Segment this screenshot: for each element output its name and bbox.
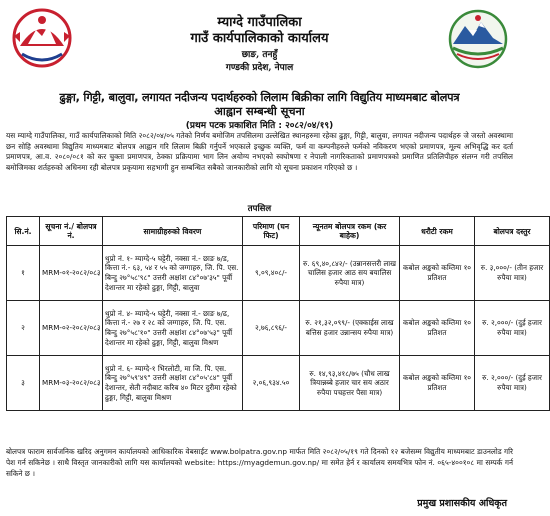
header-minimum-bid: न्यूनतम बोलपत्र रकम (कर बाहेक)	[300, 217, 400, 246]
municipality-logo-icon	[443, 8, 513, 70]
cell-sn: १	[7, 246, 40, 301]
publication-date: (प्रथम पटक प्रकाशित मिति : २०८२/०४/१९)	[185, 121, 334, 131]
table-row	[7, 356, 550, 411]
notice-title: ढुङ्गा, गिट्टी, बालुवा, लगायत नदीजन्य पदार्थहरुको लिलाम बिक्रीका लागि विद्युतिय माध्यमबाट बोलपत्र	[59, 91, 460, 104]
cell-minimum-bid: रु. ६९,४०,८४२/- (उन्नानसत्तरी लाख चालिस हजार आठ सय बयालिस रुपैया मात्र)	[300, 246, 400, 301]
table-row	[7, 301, 550, 356]
notice-subtitle: आह्वान सम्बन्धी सूचना	[214, 105, 305, 118]
notice-footer: बोलपत्र फाराम सार्वजनिक खरिद अनुगमन कार्यालयको आधिकारिक वेबसाईट www.bolpatra.gov.np मार्फत मिति २०८२/०५/१९ गते दिनको १२ बजेसम्म विद्युतीय माध्यमबाट डाउनलोड गरि पेश गर्न सकिनेछ । साथै विस्तृत जानकारीको लागि यस कार्यालयको website: https://myagdemun.gov.np/ मा समेत हेर्न र कार्यालय समयभित्र फोन नं. ०६५-४००१०८ मा सम्पर्क गर्न सकिने छ ।	[6, 447, 513, 478]
cell-deposit: कबोल अङ्कको कम्तिमा १० प्रतिशत	[400, 356, 475, 411]
letterhead	[0, 4, 519, 78]
cell-description: थुप्रो नं. ४- म्याग्दे-५ घट्टेरी, नक्सा नं.- छाङ ७/ढ, कित्ता नं.- २७ र २८ को जग्गाहरु, जि. पि. एस. बिन्दु २७°५८'१०" उत्तरी अक्षांश ८४°०७'५३" पूर्वी देशान्तर मा रहेको ढुङ्गा, गिट्टी, बालुवा मिश्रण	[103, 301, 243, 356]
cell-description: थुप्रो नं. १- म्याग्दे-५ घट्टेरी, नक्सा नं.- छाङ ७/ड, कित्ता नं.- ६३, ५४ र ५५ को जग्गाहरु, जि. पि. एस. बिन्दु २७°५८'९८" उत्तरी अक्षांश ८४°०७'३५" पूर्वी देशान्तर मा रहेको ढुङ्गा, गिट्टी, बालुवा	[103, 246, 243, 301]
schedule-heading: तपसिल	[247, 204, 272, 214]
municipality-name: म्याग्दे गाउँपालिका	[217, 15, 302, 30]
cell-minimum-bid: रु. १४,९३,४१८/७५ (चौध लाख त्रियान्नब्बे हजार चार सय अठार रुपैया पचहत्तर पैसा मात्र)	[300, 356, 400, 411]
cell-quantity: २,७६,८९६/-	[243, 301, 300, 356]
cell-deposit: कबोल अङ्कको कम्तिमा १० प्रतिशत	[400, 301, 475, 356]
cell-bid-fee: रु. २,०००/- (दुई हजार रुपैया मात्र)	[475, 301, 550, 356]
cell-bid-fee: रु. २,०००/- (दुई हजार रुपैया मात्र)	[475, 356, 550, 411]
cell-notice-no: MRM-०२-२०८२/०८३	[40, 301, 103, 356]
cell-quantity: २,०६,९३४.५०	[243, 356, 300, 411]
office-name: गाउँ कार्यपालिकाको कार्यालय	[190, 31, 329, 46]
header-quantity: परिमाण (घन फिट)	[243, 217, 300, 246]
cell-minimum-bid: रु. २१,३२,०९९/- (एक्काईस लाख बत्तिस हजार उन्नान्सय रुपैया मात्र)	[300, 301, 400, 356]
header-deposit: धरौटी रकम	[400, 217, 475, 246]
header-description: सामाग्रीहरुको विवरण	[103, 217, 243, 246]
cell-quantity: ९,०९,४०८/-	[243, 246, 300, 301]
table-row	[7, 246, 550, 301]
cell-notice-no: MRM-०१-२०८२/०८३	[40, 246, 103, 301]
header-notice-no: सूचना नं./ बोलपत्र नं.	[40, 217, 103, 246]
header-bid-fee: बोलपत्र दस्तुर	[475, 217, 550, 246]
office-location: छाङ, तनहुँ	[241, 50, 278, 60]
cell-notice-no: MRM-०३-२०८२/०८३	[40, 356, 103, 411]
cell-description: थुप्रो नं. ६- म्याग्दे-१ भिरलोटी, मा जि. पि. एस. बिन्दु २७°५९'४९" उत्तरी अक्षांश ८४°०५'८४" पूर्वी देशान्तर, सेती नदीबाट करिब ४० मिटर दुरीमा रहेको ढुङ्गा, गिट्टी, बालुवा मिश्रण	[103, 356, 243, 411]
schedule-table	[6, 216, 550, 411]
cell-bid-fee: रु. ३,०००/- (तीन हजार रुपैया मात्र)	[475, 246, 550, 301]
header-sn: सि.नं.	[7, 217, 40, 246]
notice-body: यस म्याग्दे गाउँपालिका, गाउँ कार्यपालिकाको मिति २०८२/०४/०५ गतेको निर्णय बमोजिम तपसिलमा उल्लेखित स्थानहरुमा रहेका ढुङ्गा, गिट्टी, बालुवा, लगायत नदीजन्य पदार्थहरु जे जस्तो अवस्थामा छन सोहि अवस्थामा विद्युतिय माध्यमबाट बोलपत्र आह्वान गरि लिलाम बिक्री गर्नुपर्ने भएकाले इच्छुक व्यक्ति, फर्म वा कम्पनीहरुले फर्मको नविकरण भएको प्रमाणपत्र, मूल्य अभिवृद्धि कर दर्ता प्रमाणपत्र, आ.व. २०८०/०८१ को कर चुक्ता प्रमाणपत्र, ठेक्का प्रक्रियामा भाग लिन अयोग्य नभएको स्वघोषणा र नेपाली नागरिकताको प्रमाणपत्रको प्रमाणित प्रतिलिपीहरु संलग्न गरी तपसिल बमोजिमका शर्तहरुको अधिनमा रही बोलपत्र प्रकृयामा सहभागी हुन सम्बन्धित सबैको जानकारीको लागि यो सूचना प्रकाशन गरिएको छ ।	[6, 131, 513, 172]
cell-sn: २	[7, 301, 40, 356]
table-header-row	[7, 217, 550, 246]
signatory-title: प्रमुख प्रशासकीय अधिकृत	[417, 498, 507, 509]
province-name: गण्डकी प्रदेश, नेपाल	[225, 63, 294, 73]
cell-sn: ३	[7, 356, 40, 411]
nepal-emblem-icon	[6, 6, 78, 70]
cell-deposit: कबोल अङ्कको कम्तिमा १० प्रतिशत	[400, 246, 475, 301]
